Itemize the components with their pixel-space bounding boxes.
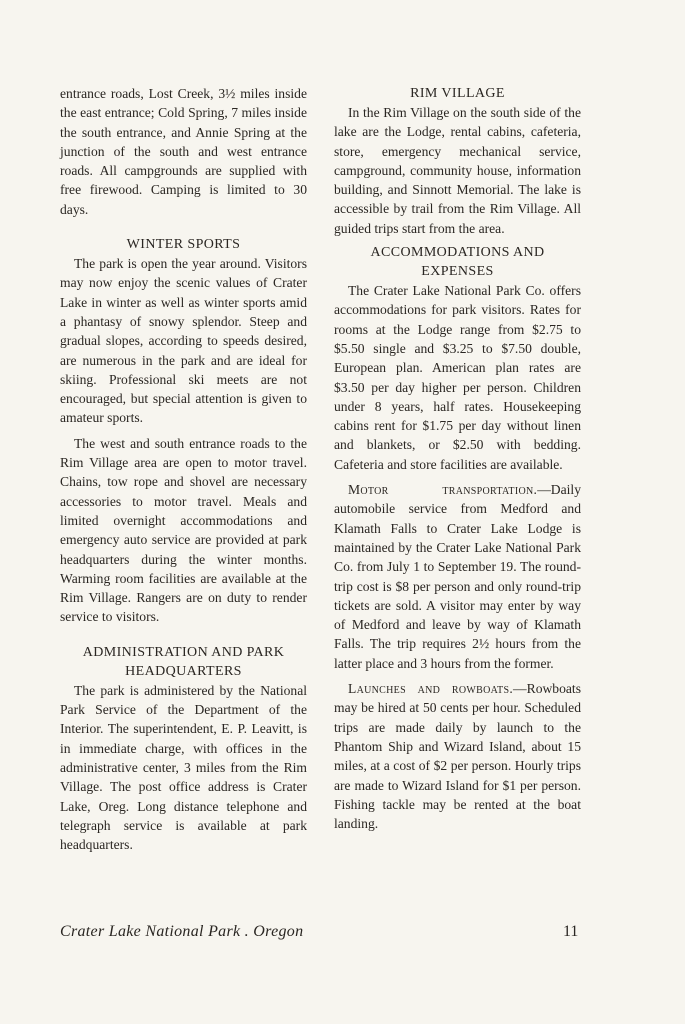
winter-sports-paragraph-2: The west and south entrance roads to the Rim Village area are open to motor travel. Chains, tow rope and shovel are necessary accessories to motor travel. Meals and limited overnight accommodations and emergency auto service are provided at park headquarters during the winter months. Warming room facilities are available at the Rim Village. Rangers are on duty to render service to visitors. bbox=[60, 435, 307, 625]
left-column bbox=[60, 84, 307, 854]
winter-sports-paragraph-1: The park is open the year around. Visitors may now enjoy the scenic values of Crater Lake in winter as well as winter sports amid a phantasy of snowy splendor. Steep and gradual slopes, according to speeds desired, are numerous in the park and are ideal for skiing. Professional ski meets are not encouraged, but special attention is given to amateur sports. bbox=[60, 256, 307, 426]
administration-heading-line-2: HEADQUARTERS bbox=[125, 663, 242, 679]
motor-transportation-text: —Daily automobile service from Medford and Klamath Falls to Crater Lake Lodge is maintained by the Crater Lake National Park Co. from July 1 to September 19. The round-trip cost is $8 per person and only round-trip tickets are sold. A visitor may enter by way of Medford and leave by way of Klamath Falls. The trip requires 2½ hours from the latter place and 3 hours from the former. bbox=[334, 482, 581, 671]
right-column bbox=[334, 84, 581, 833]
accommodations-heading-line-1: ACCOMMODATIONS AND bbox=[370, 245, 545, 261]
launches-rowboats-lead: Launches and rowboats. bbox=[348, 681, 514, 697]
page-number: 11 bbox=[563, 923, 579, 940]
motor-transportation-lead: Motor transportation. bbox=[348, 482, 538, 498]
campground-continuation-paragraph: entrance roads, Lost Creek, 3½ miles inside the east entrance; Cold Spring, 7 miles inside the south entrance, and Annie Spring at the junction of the south and west entrance roads. All campgrounds are supplied with free firewood. Camping is limited to 30 days. bbox=[60, 86, 307, 217]
accommodations-paragraph: The Crater Lake National Park Co. offers accommodations for park visitors. Rates for rooms at the Lodge range from $2.75 to $5.50 single and $3.25 to $7.50 double, European plan. American plan rates are $3.50 per day higher per person. Children under 8 years, half rates. Housekeeping cabins rent for $1.75 per day without linen and blankets, or $2.50 with bedding. Cafeteria and store facilities are available. bbox=[334, 283, 581, 472]
footer-title: Crater Lake National Park . Oregon bbox=[60, 923, 304, 940]
rim-village-heading: RIM VILLAGE bbox=[410, 86, 505, 101]
administration-heading bbox=[60, 643, 307, 681]
administration-paragraph: The park is administered by the National Park Service of the Department of the Interior. The superintendent, E. P. Leavitt, is in immediate charge, with offices in the administrative center, 3 miles from the Rim Village. The post office address is Crater Lake, Oreg. Long distance telephone and telegraph service is available at park headquarters. bbox=[60, 682, 307, 853]
winter-sports-heading: WINTER SPORTS bbox=[126, 237, 241, 253]
launches-rowboats-paragraph bbox=[334, 679, 581, 833]
administration-heading-line-1: ADMINISTRATION AND PARK bbox=[82, 644, 285, 660]
motor-transportation-paragraph bbox=[334, 480, 581, 673]
launches-rowboats-text: —Rowboats may be hired at 50 cents per hour. Scheduled trips are made daily by launch to the Phantom Ship and Wizard Island, about 15 miles, at a cost of $2 per person. Hourly trips are made to Wizard Island for $1 per person. Fishing tackle may be rented at the boat landing. bbox=[334, 681, 581, 832]
accommodations-heading bbox=[334, 243, 581, 281]
accommodations-heading-line-2: EXPENSES bbox=[421, 264, 494, 280]
rim-village-paragraph: In the Rim Village on the south side of the lake are the Lodge, rental cabins, cafeteria, store, emergency mechanical service, campground, community house, information building, and Sinnott Memorial. The lake is accessible by trail from the Rim Village. All guided trips start from the area. bbox=[334, 105, 581, 236]
